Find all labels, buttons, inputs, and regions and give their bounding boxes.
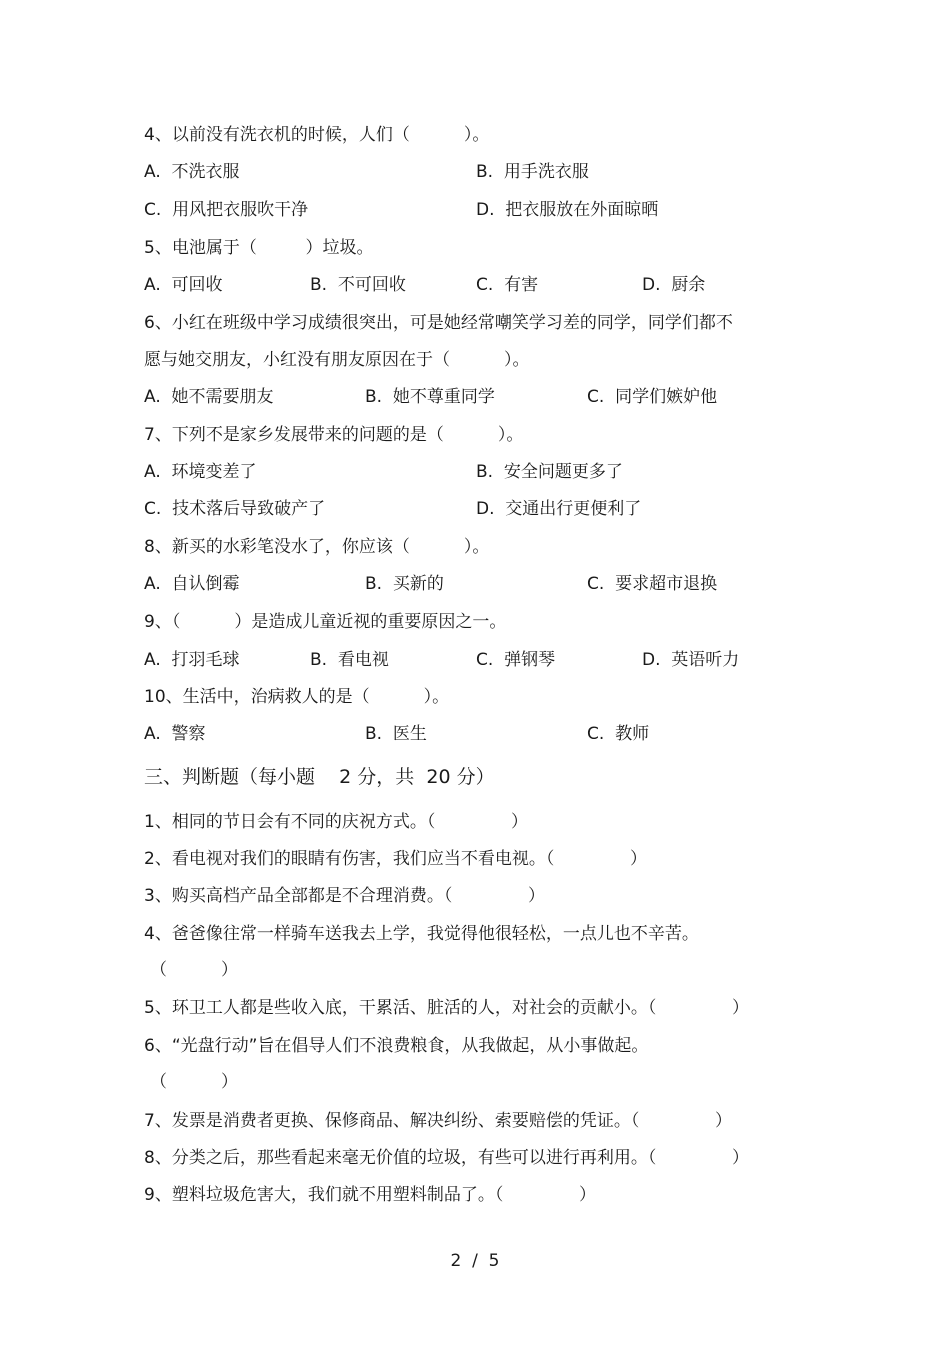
judge-item-7: 7、发票是消费者更换、保修商品、解决纠纷、索要赔偿的凭证。（ ） [144,1111,732,1131]
q9-option-a: A. 打羽毛球 [144,650,240,670]
q6-option-b: B. 她不尊重同学 [365,387,495,407]
judge-item-6-answer: （ ） [150,1072,239,1092]
q5-option-d: D. 厨余 [642,275,706,295]
judge-item-5: 5、环卫工人都是些收入底，干累活、脏活的人，对社会的贡献小。（ ） [144,998,749,1018]
q6-option-c: C. 同学们嫉妒他 [587,387,718,407]
page-number: 2 / 5 [450,1251,500,1271]
judge-item-3: 3、购买高档产品全部都是不合理消费。（ ） [144,886,545,906]
q8-option-a: A. 自认倒霉 [144,574,240,594]
judge-item-6: 6、“光盘行动”旨在倡导人们不浪费粮食，从我做起，从小事做起。 [144,1036,649,1056]
question-6-stem-line1: 6、小红在班级中学习成绩很突出，可是她经常嘲笑学习差的同学，同学们都不 [144,313,733,333]
judge-item-1: 1、相同的节日会有不同的庆祝方式。（ ） [144,812,528,832]
judge-item-4-answer: （ ） [150,960,239,980]
q8-option-b: B. 买新的 [365,574,444,594]
q4-option-b: B. 用手洗衣服 [476,162,589,182]
question-10-stem: 10、生活中，治病救人的是（ ）。 [144,687,450,707]
question-5-stem: 5、电池属于（ ）垃圾。 [144,238,374,258]
judge-item-2: 2、看电视对我们的眼睛有伤害，我们应当不看电视。（ ） [144,849,647,869]
question-9-stem: 9、（ ）是造成儿童近视的重要原因之一。 [144,612,507,632]
judge-item-9: 9、塑料垃圾危害大，我们就不用塑料制品了。（ ） [144,1185,596,1205]
q10-option-a: A. 警察 [144,724,206,744]
q5-option-b: B. 不可回收 [310,275,406,295]
q9-option-c: C. 弹钢琴 [476,650,556,670]
q9-option-b: B. 看电视 [310,650,389,670]
q10-option-b: B. 医生 [365,724,427,744]
q4-option-a: A. 不洗衣服 [144,162,240,182]
q4-option-c: C. 用风把衣服吹干净 [144,200,309,220]
q7-option-d: D. 交通出行更便利了 [476,499,642,519]
question-8-stem: 8、新买的水彩笔没水了，你应该（ ）。 [144,537,490,557]
question-6-stem-line2: 愿与她交朋友，小红没有朋友原因在于（ ）。 [144,350,530,370]
q7-option-a: A. 环境变差了 [144,462,257,482]
q5-option-a: A. 可回收 [144,275,223,295]
q5-option-c: C. 有害 [476,275,539,295]
q7-option-c: C. 技术落后导致破产了 [144,499,326,519]
section-3-heading: 三、判断题（每小题 2 分，共 20 分） [144,766,495,788]
q4-option-d: D. 把衣服放在外面晾晒 [476,200,659,220]
question-7-stem: 7、下列不是家乡发展带来的问题的是（ ）。 [144,425,524,445]
q6-option-a: A. 她不需要朋友 [144,387,274,407]
judge-item-4: 4、爸爸像往常一样骑车送我去上学，我觉得他很轻松，一点儿也不辛苦。 [144,924,699,944]
judge-item-8: 8、分类之后，那些看起来毫无价值的垃圾，有些可以进行再利用。（ ） [144,1148,749,1168]
question-4-stem: 4、以前没有洗衣机的时候，人们（ ）。 [144,125,490,145]
q10-option-c: C. 教师 [587,724,650,744]
q8-option-c: C. 要求超市退换 [587,574,718,594]
q7-option-b: B. 安全问题更多了 [476,462,623,482]
q9-option-d: D. 英语听力 [642,650,740,670]
